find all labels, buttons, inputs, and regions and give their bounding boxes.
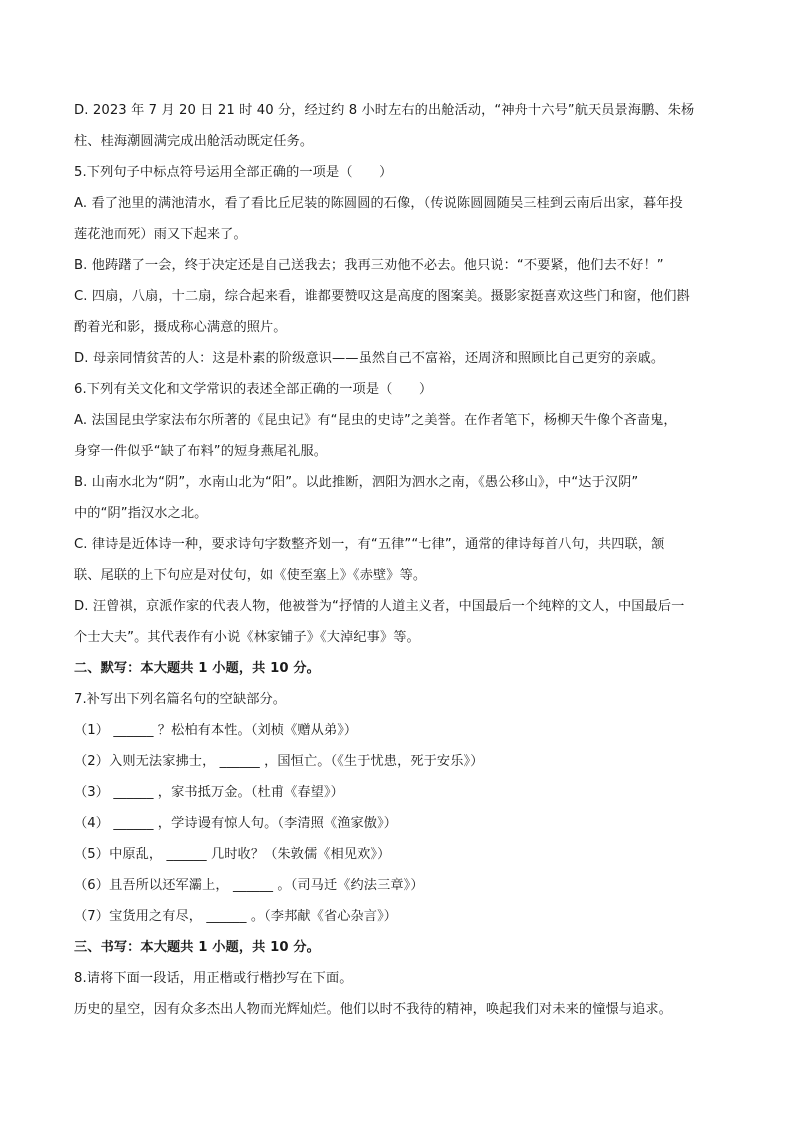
question-8-stem: 8.请将下面一段话，用正楷或行楷抄写在下面。 (74, 971, 353, 986)
q6-option-b-line-2: 中的“阴”指汉水之北。 (74, 506, 208, 521)
section-3-heading: 三、书写：本大题共 1 小题，共 10 分。 (74, 940, 320, 955)
q7-item-1: （1） ______ ？松柏有本性。（刘桢《赠从弟》） (74, 723, 358, 738)
q6-option-c-line-2: 联、尾联的上下句应是对仗句，如《使至塞上》《赤壁》等。 (74, 568, 427, 583)
section-2-heading: 二、默写：本大题共 1 小题，共 10 分。 (74, 661, 320, 676)
q5-option-b: B. 他踌躇了一会，终于决定还是自己送我去；我再三劝他不必去。他只说：“不要紧，他们去不好！” (74, 258, 664, 273)
q5-option-a-line-1: A. 看了池里的满池清水，看了看比丘尼装的陈圆圆的石像，（传说陈圆圆随吴三桂到云南后出家，暮年投 (74, 196, 683, 211)
q7-item-2: （2）入则无法家拂士， ______ ，国恒亡。（《生于忧患，死于安乐》） (74, 754, 484, 769)
q7-item-5: （5）中原乱， ______ 几时收？（朱敦儒《相见欢》） (74, 847, 391, 862)
q6-option-d-line-1: D. 汪曾祺，京派作家的代表人物，他被誉为“抒情的人道主义者，中国最后一个纯粹的文人，中国最后一 (74, 599, 685, 614)
q7-item-3: （3） ______ ，家书抵万金。（杜甫《春望》） (74, 785, 344, 800)
q8-passage: 历史的星空，因有众多杰出人物而光辉灿烂。他们以时不我待的精神，唤起我们对未来的憧憬与追求。 (74, 1002, 672, 1017)
option-d-line-1: D. 2023 年 7 月 20 日 21 时 40 分，经过约 8 小时左右的出舱活动，“神舟十六号”航天员景海鹏、朱杨 (74, 103, 695, 118)
q5-option-d: D. 母亲同情贫苦的人：这是朴素的阶级意识——虽然自己不富裕，还周济和照顾比自己更穷的亲戚。 (74, 351, 665, 366)
q7-item-7: （7）宝货用之有尽， ______ 。（李邦献《省心杂言》） (74, 909, 398, 924)
q6-option-a-line-2: 身穿一件似乎“缺了布料”的短身燕尾礼服。 (74, 444, 328, 459)
q7-item-6: （6）且吾所以还军灞上， ______ 。（司马迁《约法三章》） (74, 878, 424, 893)
q5-option-c-line-2: 酌着光和影，摄成称心满意的照片。 (74, 320, 287, 335)
q6-option-d-line-2: 个士大夫”。其代表作有小说《林家铺子》《大淖纪事》等。 (74, 630, 420, 645)
q6-option-a-line-1: A. 法国昆虫学家法布尔所著的《昆虫记》有“昆虫的史诗”之美誉。在作者笔下，杨柳天牛像个吝啬鬼， (74, 413, 677, 428)
q6-option-c-line-1: C. 律诗是近体诗一种，要求诗句字数整齐划一，有“五律”“七律”，通常的律诗每首八句，共四联，颔 (74, 537, 665, 552)
q6-option-b-line-1: B. 山南水北为“阴”，水南山北为“阳”。以此推断，泗阳为泗水之南，《愚公移山》，中“达于汉阴” (74, 475, 639, 490)
q7-item-4: （4） ______ ，学诗谩有惊人句。（李清照《渔家傲》） (74, 816, 398, 831)
q5-option-a-line-2: 莲花池而死）雨又下起来了。 (74, 227, 247, 242)
question-7-stem: 7.补写出下列名篇名句的空缺部分。 (74, 692, 287, 707)
document-body (74, 95, 724, 1025)
q5-option-c-line-1: C. 四扇，八扇，十二扇，综合起来看，谁都要赞叹这是高度的图案美。摄影家挺喜欢这些门和窗，他们斟 (74, 289, 690, 304)
option-d-line-2: 柱、桂海潮圆满完成出舱活动既定任务。 (74, 134, 314, 149)
question-5-stem: 5.下列句子中标点符号运用全部正确的一项是（ ） (74, 165, 393, 180)
question-6-stem: 6.下列有关文化和文学常识的表述全部正确的一项是（ ） (74, 382, 433, 397)
